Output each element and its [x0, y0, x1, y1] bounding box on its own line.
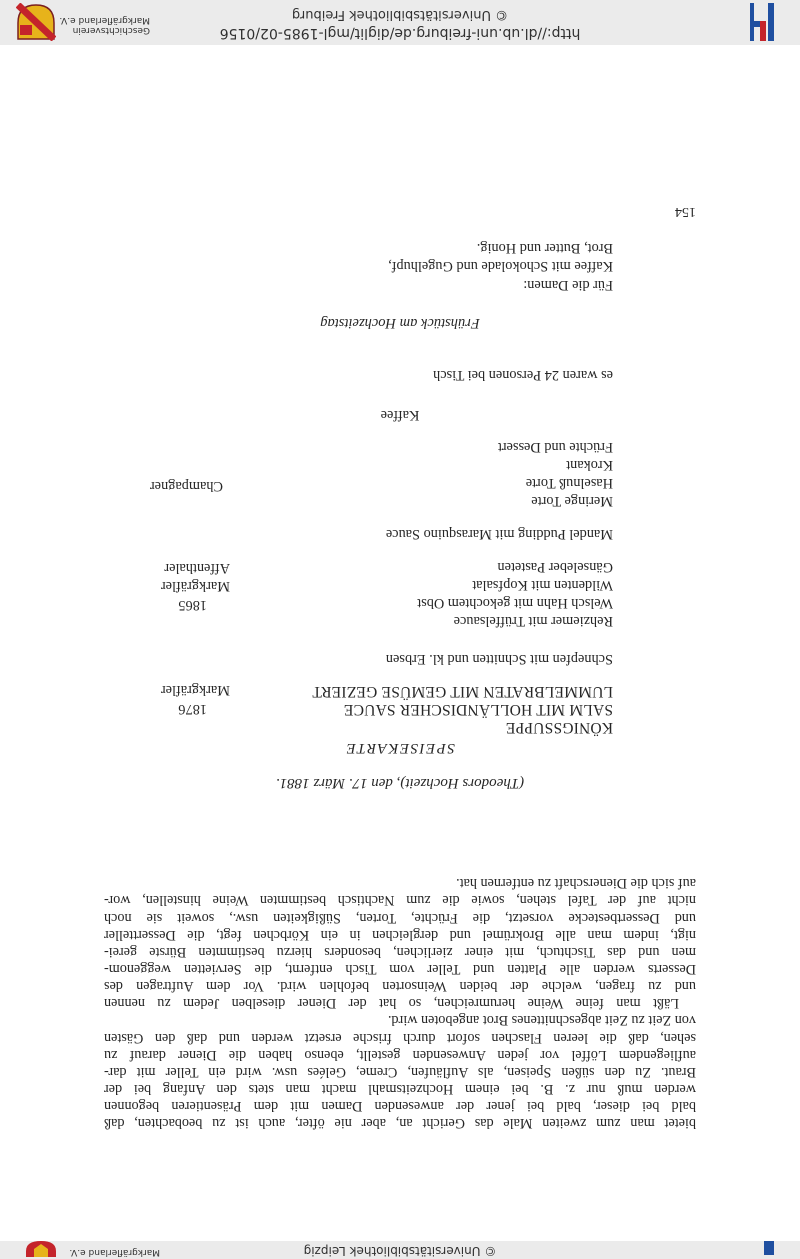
footer-crest-icon [16, 3, 56, 41]
dish-line: Schnepfen mit Schnitten und kl. Erbsen [385, 651, 613, 667]
footer-org-line1: Geschichtsverein [72, 25, 150, 35]
dish-line: LUMMELBRATEN MIT GEMÜSE GEZIERT [312, 683, 613, 700]
wine-year: 1876 [178, 701, 207, 717]
wine-name: Affenthaler [164, 560, 230, 576]
text-line: Braut. Zu den süßen Speisen, als Aufläufen, Creme, Gelées usw. wird ein Teller mit dar- [104, 1063, 696, 1080]
text-line: und Dessertbestecke vorsetzt, die Früchte, Torten, Süßigkeiten usw., soweit sie noch [104, 909, 696, 926]
text-line: Desserts werden alle Platten und Teller vom Tisch entfernt, die Servietten weggenom- [104, 960, 696, 977]
text-line: auf sich die Dienerschaft zu entfernen hat. [456, 875, 696, 892]
text-line: Läßt man feine Weine herumreichen, so hat der Diener dieselben Jedem zu nennen [104, 995, 679, 1011]
dish-line: Gänseleber Pasteten [497, 559, 613, 575]
header-bar [0, 1241, 800, 1259]
dish-line: Rehziemer mit Trüffelsauce [453, 613, 613, 629]
breakfast-item: Kaffee mit Schokolade und Gugelhupf, [388, 258, 613, 274]
text-line: men und das Tischtuch, mit einer zierlichen, besonders hierzu bestimmten Bürste gerei- [104, 943, 696, 960]
wine-year: 1865 [178, 597, 207, 613]
header-library-text: © Universitätsbibliothek Leipzig [303, 1244, 497, 1258]
footer-org-line2: Markgräflerland e.V. [59, 15, 150, 25]
dish-line: Mandel Pudding mit Marasquino Sauce [385, 526, 613, 542]
wine-name: Champagner [149, 478, 223, 494]
text-line: nigt, indem man alle Brokrümel und dergleichen in ein Körbchen fegt, die Dessertteller [104, 926, 696, 943]
text-line: und zu fragen, welche der beiden Weinsorten befohlen wird. Vor dem Auftragen des [104, 977, 696, 994]
page-number: 154 [675, 204, 696, 219]
breakfast-for: Für die Damen: [523, 277, 613, 293]
header-crest-icon [24, 1241, 58, 1257]
occasion-line: (Theodors Hochzeit), den 17. März 1881. [275, 775, 525, 791]
footer-org-text [59, 15, 150, 35]
menu-title: SPEISEKARTE [345, 740, 455, 756]
guests-line: es waren 24 Personen bei Tisch [433, 367, 613, 383]
dish-line: Kaffee [380, 407, 420, 423]
breakfast-item: Brot, Butter und Honig. [476, 240, 613, 256]
text-line: werden muß nur z. B. bei einem Hochzeitsmahl macht man stets den Anfang bei der [104, 1080, 696, 1097]
dish-line: SALM MIT HOLLÄNDISCHER SAUCE [343, 701, 613, 718]
wine-name: Markgräfler [160, 682, 230, 698]
dish-line: KÖNIGSSUPPE [505, 719, 613, 736]
dish-line: Welsch Hahn mit gekochtem Obst [417, 595, 613, 611]
footer-bar [0, 0, 800, 45]
text-line: aufliegendem Löffel vor jeden Anwesenden gestellt, ebenso haben die Diener darauf zu [104, 1046, 696, 1063]
footer-library-text: © Universitätsbibliothek Freiburg [291, 7, 509, 22]
text-line: von Zeit zu Zeit abgeschnittenes Brot angeboten wird. [387, 1012, 696, 1029]
header-org-text: Markgräflerland e.V. [69, 1247, 160, 1257]
footer-url-link[interactable]: http://dl.ub.uni-freiburg.de/diglit/mgl-1985-02/0156 [219, 25, 581, 41]
paragraph-2 [104, 874, 696, 1011]
dish-line: Meringe Torte [531, 493, 613, 509]
wine-name: Markgräfler [160, 578, 230, 594]
breakfast-title: Frühstück am Hochzeitstag [320, 315, 480, 331]
text-line: bald bei dieser, bald bei jener der anwesenden Damen mit dem Präsentieren begonnen [104, 1097, 696, 1114]
dish-line: Haselnuß Torte [525, 475, 613, 491]
text-line: sehen, daß die leeren Flaschen sofort durch frische ersetzt werden und daß den Gästen [104, 1029, 696, 1046]
text-line: bietet man zum zweiten Male das Gericht an, aber nie öfter, auch ist zu beobachten, daß [104, 1115, 696, 1131]
text-line: nicht auf der Tafel stehen, sowie die zum Nachtisch bestimmten Weine hinstellen, wor- [104, 892, 696, 909]
dish-line: Früchte und Dessert [497, 439, 613, 455]
paragraph-1 [104, 1011, 696, 1131]
dish-line: Krokant [566, 457, 613, 473]
dish-line: Wildenten mit Kopfsalat [472, 577, 613, 593]
